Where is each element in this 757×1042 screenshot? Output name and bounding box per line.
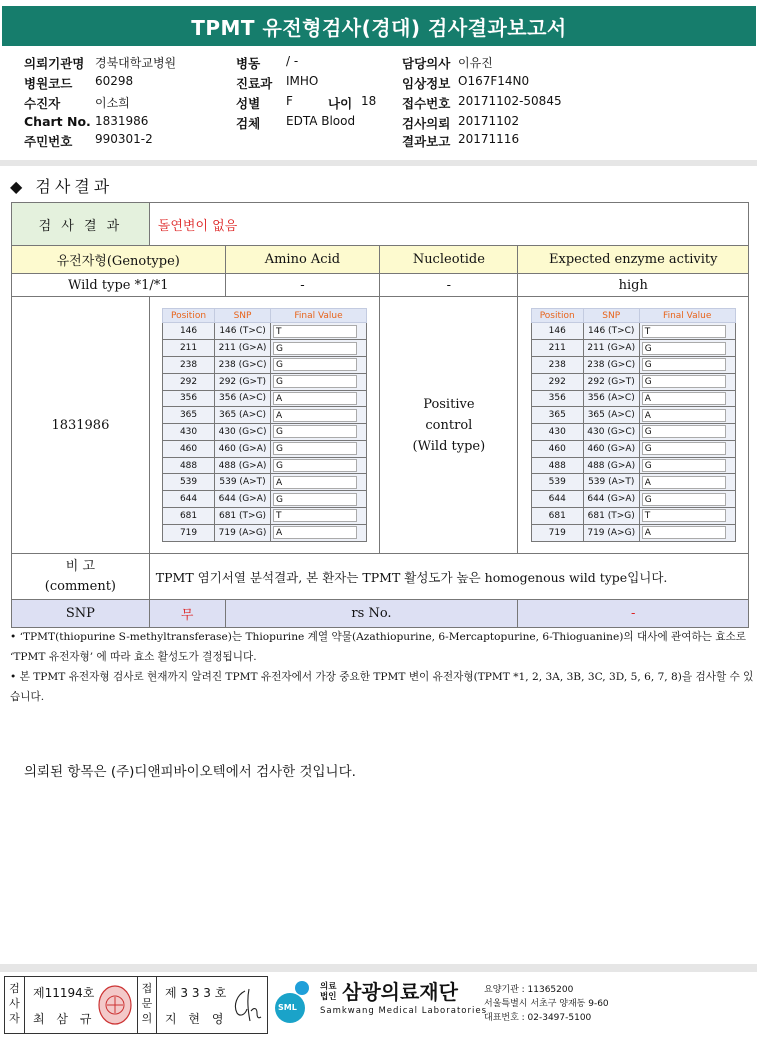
enzyme-activity-value: high xyxy=(518,274,749,297)
value-resident-no: 990301-2 xyxy=(95,132,153,146)
physician-label: 접문의 xyxy=(137,977,157,1033)
snp-row xyxy=(531,340,735,357)
snp-position-cell: 146 xyxy=(531,323,583,340)
value-department: IMHO xyxy=(286,74,319,88)
snp-final-value-field: G xyxy=(273,493,357,506)
label-request-date: 검사의뢰 xyxy=(402,116,451,131)
label-report-date: 결과보고 xyxy=(402,134,451,149)
value-accession: 20171102-50845 xyxy=(458,94,562,108)
snp-change-cell: 644 (G>A) xyxy=(583,491,639,508)
label-doctor: 담당의사 xyxy=(402,56,451,71)
snp-final-value-field: G xyxy=(642,358,726,371)
snp-position-cell: 460 xyxy=(531,440,583,457)
snp-final-value-field: G xyxy=(273,442,357,455)
snp-final-value-field: A xyxy=(642,526,726,539)
snp-change-cell: 539 (A>T) xyxy=(215,474,271,491)
snp-final-value-cell xyxy=(271,524,367,541)
snp-final-value-field: A xyxy=(273,409,357,422)
snp-header-cell: Final Value xyxy=(639,309,735,323)
value-institution: 경북대학교병원 xyxy=(95,56,177,70)
snp-position-cell: 211 xyxy=(531,340,583,357)
snp-change-cell: 292 (G>T) xyxy=(583,373,639,390)
snp-row xyxy=(531,407,735,424)
snp-position-cell: 238 xyxy=(531,356,583,373)
note-item: • ‘TPMT(thiopurine S-methyltransferase)는 Thiopurine 계열 약물(Azathiopurine, 6-Mercaptopurine, 6-Thioguanine)의 대사에 관여하는 효소로 ‘TPMT 유전자형’ 에 따라 효소 활성도가 결정됩니다. xyxy=(10,631,747,663)
snp-final-value-field: G xyxy=(642,425,726,438)
snp-position-cell: 146 xyxy=(163,323,215,340)
snp-final-value-field: G xyxy=(273,459,357,472)
snp-row xyxy=(531,491,735,508)
genotype-value: Wild type *1/*1 xyxy=(12,274,226,297)
label-clinical-info: 임상정보 xyxy=(402,76,451,91)
nucleotide-value: - xyxy=(380,274,518,297)
snp-final-value-field: A xyxy=(642,392,726,405)
snp-final-value-field: G xyxy=(642,375,726,388)
snp-row xyxy=(531,440,735,457)
seal-icon xyxy=(95,983,135,1027)
snp-final-value-field: G xyxy=(642,442,726,455)
rs-value: - xyxy=(518,600,749,628)
snp-header-cell: Position xyxy=(531,309,583,323)
snp-final-value-cell xyxy=(271,340,367,357)
snp-change-cell: 211 (G>A) xyxy=(583,340,639,357)
control-snp-panel xyxy=(518,297,749,554)
snp-final-value-cell xyxy=(271,424,367,441)
snp-change-cell: 460 (G>A) xyxy=(215,440,271,457)
snp-change-cell: 681 (T>G) xyxy=(215,508,271,525)
snp-change-cell: 719 (A>G) xyxy=(583,524,639,541)
snp-change-cell: 211 (G>A) xyxy=(215,340,271,357)
snp-header-cell: SNP xyxy=(215,309,271,323)
snp-change-cell: 238 (G>C) xyxy=(215,356,271,373)
snp-position-cell: 292 xyxy=(531,373,583,390)
comment-text: TPMT 염기서열 분석결과, 본 환자는 TPMT 활성도가 높은 homogenous wild type입니다. xyxy=(149,554,748,600)
snp-position-cell: 719 xyxy=(163,524,215,541)
snp-header-row xyxy=(163,309,367,323)
value-ward: / - xyxy=(286,54,299,68)
snp-final-value-field: T xyxy=(273,325,357,338)
label-ward: 병동 xyxy=(236,56,261,71)
snp-position-cell: 238 xyxy=(163,356,215,373)
snp-final-value-cell xyxy=(639,508,735,525)
snp-final-value-cell xyxy=(639,390,735,407)
snp-final-value-cell xyxy=(639,407,735,424)
org-address: 서울특별시 서초구 양재동 9-60 xyxy=(484,999,609,1009)
snp-final-value-field: A xyxy=(642,476,726,489)
value-patient: 이소희 xyxy=(95,96,130,110)
report-title: TPMT 유전형검사(경대) 검사결과보고서 xyxy=(2,6,756,46)
snp-row xyxy=(531,356,735,373)
snp-final-value-cell xyxy=(271,323,367,340)
result-table xyxy=(11,202,749,628)
value-clinical-info: O167F14N0 xyxy=(458,74,530,88)
snp-row xyxy=(163,457,367,474)
snp-change-cell: 460 (G>A) xyxy=(583,440,639,457)
facility-code: 요양기관 : 11365200 xyxy=(484,985,574,995)
snp-position-cell: 488 xyxy=(163,457,215,474)
snp-final-value-field: A xyxy=(273,526,357,539)
snp-position-cell: 365 xyxy=(531,407,583,424)
label-resident-no: 주민번호 xyxy=(24,134,73,149)
snp-row xyxy=(163,440,367,457)
snp-change-cell: 539 (A>T) xyxy=(583,474,639,491)
snp-position-cell: 644 xyxy=(531,491,583,508)
snp-row xyxy=(531,457,735,474)
snp-final-value-cell xyxy=(271,457,367,474)
snp-final-value-field: G xyxy=(273,425,357,438)
org-phone: 대표번호 : 02-3497-5100 xyxy=(484,1013,592,1023)
note-item: • 본 TPMT 유전자형 검사로 현재까지 알려진 TPMT 유전자에서 가장 중요한 TPMT 변이 유전자형(TPMT *1, 2, 3A, 3B, 3C, 3D, 5, 6, 7, 8)을 검사할 수 있습니다. xyxy=(10,671,754,703)
snp-final-value-cell xyxy=(271,508,367,525)
snp-row xyxy=(163,390,367,407)
closing-statement: 의뢰된 항목은 (주)디앤피바이오텍에서 검사한 것입니다. xyxy=(24,764,356,780)
snp-final-value-field: T xyxy=(273,509,357,522)
result-label: 검 사 결 과 xyxy=(12,203,150,246)
snp-final-value-cell xyxy=(639,457,735,474)
snp-final-value-field: G xyxy=(642,342,726,355)
label-department: 진료과 xyxy=(236,76,273,91)
snp-final-value-field: G xyxy=(273,342,357,355)
amino-acid-value: - xyxy=(225,274,380,297)
snp-final-value-cell xyxy=(639,373,735,390)
snp-position-cell: 681 xyxy=(163,508,215,525)
snp-row xyxy=(531,390,735,407)
snp-row xyxy=(163,356,367,373)
sml-logo-icon xyxy=(272,978,316,1024)
snp-position-cell: 292 xyxy=(163,373,215,390)
col-amino-acid: Amino Acid xyxy=(225,246,380,274)
snp-row xyxy=(163,323,367,340)
section-title: ◆ 검사결과 xyxy=(10,177,114,196)
value-sex: F xyxy=(286,94,293,108)
value-hospital-code: 60298 xyxy=(95,74,134,88)
snp-change-cell: 488 (G>A) xyxy=(583,457,639,474)
snp-row xyxy=(163,407,367,424)
snp-final-value-cell xyxy=(639,491,735,508)
snp-position-cell: 539 xyxy=(531,474,583,491)
snp-position-cell: 681 xyxy=(531,508,583,525)
label-hospital-code: 병원코드 xyxy=(24,76,73,91)
snp-position-cell: 430 xyxy=(163,424,215,441)
snp-final-value-cell xyxy=(639,340,735,357)
org-prefix: 의료 법인 xyxy=(320,982,337,1002)
snp-row xyxy=(163,508,367,525)
snp-final-value-cell xyxy=(271,491,367,508)
snp-final-value-cell xyxy=(639,524,735,541)
label-age: 나이 xyxy=(328,96,353,111)
snp-change-cell: 681 (T>G) xyxy=(583,508,639,525)
value-age: 18 xyxy=(361,94,377,108)
snp-final-value-cell xyxy=(639,424,735,441)
snp-change-cell: 365 (A>C) xyxy=(215,407,271,424)
snp-final-value-cell xyxy=(271,356,367,373)
snp-final-value-cell xyxy=(271,474,367,491)
snp-header-row xyxy=(531,309,735,323)
inspector-name: 최 삼 규 xyxy=(33,1012,96,1026)
logo-badge-text: SML xyxy=(278,1003,297,1012)
physician-license: 제 3 3 3 호 xyxy=(165,986,227,1000)
inspector-label: 검사자 xyxy=(5,977,25,1033)
positive-control-label: Positive control (Wild type) xyxy=(380,297,518,554)
snp-change-cell: 365 (A>C) xyxy=(583,407,639,424)
divider xyxy=(0,160,757,166)
label-accession: 접수번호 xyxy=(402,96,451,111)
snp-change-cell: 146 (T>C) xyxy=(215,323,271,340)
value-doctor: 이유진 xyxy=(458,56,493,70)
snp-change-cell: 292 (G>T) xyxy=(215,373,271,390)
snp-final-value-cell xyxy=(639,323,735,340)
signature-box xyxy=(4,976,268,1034)
inspector-license: 제11194호 xyxy=(33,986,95,1000)
snp-header-cell: Final Value xyxy=(271,309,367,323)
sample-snp-panel xyxy=(149,297,379,554)
label-patient: 수진자 xyxy=(24,96,61,111)
snp-change-cell: 719 (A>G) xyxy=(215,524,271,541)
notes xyxy=(10,627,755,707)
snp-row xyxy=(163,340,367,357)
snp-change-cell: 146 (T>C) xyxy=(583,323,639,340)
snp-final-value-field: T xyxy=(642,325,726,338)
snp-row xyxy=(163,474,367,491)
org-name: 삼광의료재단 xyxy=(342,980,458,1004)
col-genotype: 유전자형(Genotype) xyxy=(12,246,226,274)
snp-position-cell: 719 xyxy=(531,524,583,541)
sample-id: 1831986 xyxy=(12,297,150,554)
snp-final-value-cell xyxy=(639,440,735,457)
snp-value: 무 xyxy=(149,600,225,628)
value-chart-no: 1831986 xyxy=(95,114,149,128)
snp-header-cell: Position xyxy=(163,309,215,323)
snp-change-cell: 430 (G>C) xyxy=(215,424,271,441)
snp-table-control xyxy=(531,308,736,541)
label-specimen: 검체 xyxy=(236,116,261,131)
snp-final-value-cell xyxy=(271,390,367,407)
snp-position-cell: 539 xyxy=(163,474,215,491)
label-sex: 성별 xyxy=(236,96,261,111)
snp-label: SNP xyxy=(12,600,150,628)
snp-row xyxy=(531,373,735,390)
snp-final-value-cell xyxy=(639,474,735,491)
value-request-date: 20171102 xyxy=(458,114,520,128)
snp-table-sample xyxy=(162,308,367,541)
label-institution: 의뢰기관명 xyxy=(24,56,85,71)
snp-position-cell: 356 xyxy=(163,390,215,407)
snp-row xyxy=(531,508,735,525)
snp-position-cell: 644 xyxy=(163,491,215,508)
snp-final-value-field: G xyxy=(273,375,357,388)
snp-final-value-cell xyxy=(271,373,367,390)
snp-row xyxy=(163,424,367,441)
snp-header-cell: SNP xyxy=(583,309,639,323)
snp-row xyxy=(531,474,735,491)
snp-change-cell: 644 (G>A) xyxy=(215,491,271,508)
result-value: 돌연변이 없음 xyxy=(149,203,748,246)
snp-change-cell: 488 (G>A) xyxy=(215,457,271,474)
value-specimen: EDTA Blood xyxy=(286,114,356,128)
snp-position-cell: 488 xyxy=(531,457,583,474)
rs-label: rs No. xyxy=(225,600,518,628)
snp-final-value-field: G xyxy=(642,493,726,506)
comment-label: 비 고 (comment) xyxy=(12,554,150,600)
footer xyxy=(0,964,757,1042)
snp-position-cell: 365 xyxy=(163,407,215,424)
snp-final-value-cell xyxy=(639,356,735,373)
snp-change-cell: 238 (G>C) xyxy=(583,356,639,373)
col-enzyme-activity: Expected enzyme activity xyxy=(518,246,749,274)
snp-final-value-field: A xyxy=(642,409,726,422)
signature-icon xyxy=(227,985,263,1028)
snp-final-value-field: A xyxy=(273,392,357,405)
org-name-english: Samkwang Medical Laboratories xyxy=(320,1006,488,1016)
snp-position-cell: 211 xyxy=(163,340,215,357)
snp-row xyxy=(531,323,735,340)
physician-name: 지 현 영 xyxy=(165,1012,228,1026)
snp-row xyxy=(163,373,367,390)
snp-final-value-field: G xyxy=(642,459,726,472)
snp-position-cell: 356 xyxy=(531,390,583,407)
snp-final-value-field: T xyxy=(642,509,726,522)
snp-final-value-field: G xyxy=(273,358,357,371)
col-nucleotide: Nucleotide xyxy=(380,246,518,274)
footer-divider xyxy=(0,964,757,972)
snp-change-cell: 430 (G>C) xyxy=(583,424,639,441)
snp-position-cell: 430 xyxy=(531,424,583,441)
snp-row xyxy=(531,424,735,441)
snp-final-value-cell xyxy=(271,440,367,457)
label-chart-no: Chart No. xyxy=(24,114,91,129)
snp-row xyxy=(163,524,367,541)
snp-row xyxy=(163,491,367,508)
snp-change-cell: 356 (A>C) xyxy=(215,390,271,407)
snp-final-value-field: A xyxy=(273,476,357,489)
patient-header xyxy=(0,54,757,150)
snp-change-cell: 356 (A>C) xyxy=(583,390,639,407)
snp-row xyxy=(531,524,735,541)
value-report-date: 20171116 xyxy=(458,132,520,146)
snp-final-value-cell xyxy=(271,407,367,424)
snp-position-cell: 460 xyxy=(163,440,215,457)
